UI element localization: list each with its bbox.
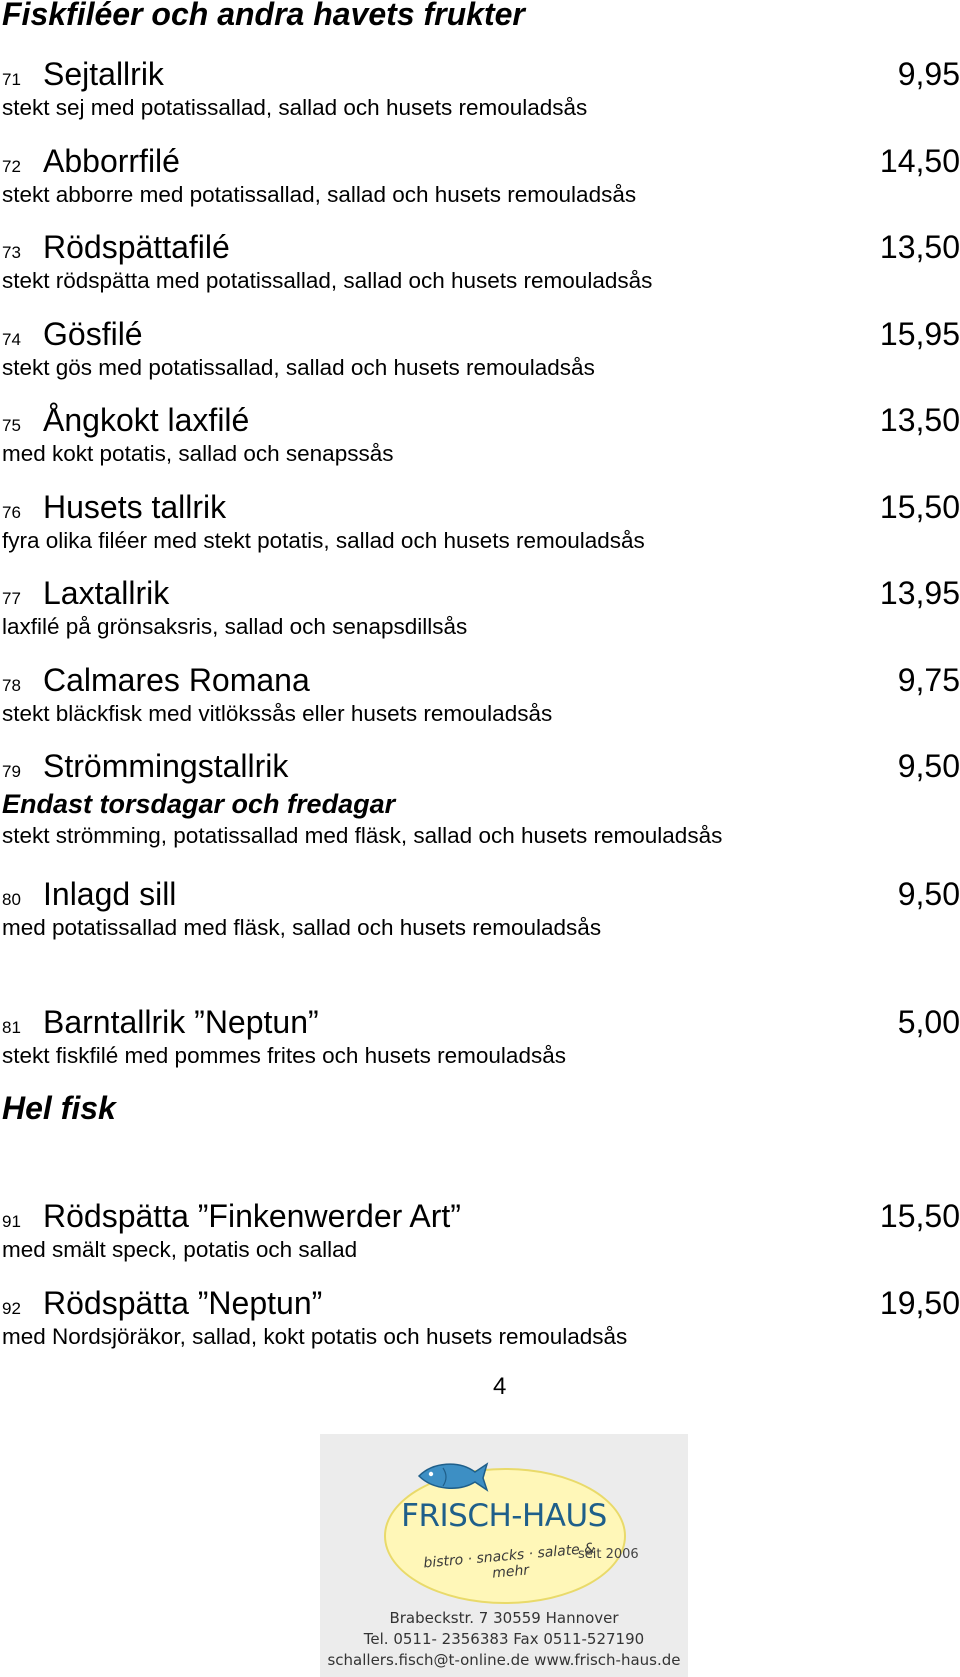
item-description: stekt sej med potatissallad, sallad och husets remouladsås [2,95,588,120]
menu-item [0,660,960,728]
item-number: 76 [2,503,21,522]
item-name: Strömmingstallrik [43,748,289,784]
item-price: 9,95 [897,56,960,92]
menu-item-header [0,660,960,700]
item-price: 19,50 [879,1285,960,1321]
menu-item-header [0,874,960,914]
item-number: 81 [2,1018,21,1037]
item-price: 9,50 [897,876,960,912]
item-name: Inlagd sill [43,876,177,912]
logo-card [320,1434,688,1677]
item-name: Sejtallrik [43,56,164,92]
menu-item-header [0,746,960,786]
menu-item [0,874,960,942]
menu-item [0,54,960,122]
item-description: stekt gös med potatissallad, sallad och husets remouladsås [2,355,595,380]
item-description: med kokt potatis, sallad och senapssås [2,441,394,466]
item-number: 91 [2,1212,21,1231]
menu-item [0,400,960,468]
item-name: Rödspätta ”Finkenwerder Art” [43,1198,461,1234]
item-description: stekt rödspätta med potatissallad, sallad och husets remouladsås [2,268,653,293]
item-name: Husets tallrik [43,489,227,525]
menu-item-header [0,400,960,440]
item-description: fyra olika filéer med stekt potatis, sallad och husets remouladsås [2,528,645,553]
item-description: med smält speck, potatis och sallad [2,1237,358,1262]
item-number: 78 [2,676,21,695]
logo-brand: FRISCH-HAUS [401,1498,607,1534]
item-price: 14,50 [879,143,960,179]
menu-item-header [0,227,960,267]
item-number: 92 [2,1299,21,1318]
item-number: 77 [2,589,21,608]
item-number: 71 [2,70,21,89]
menu-item-header [0,1196,960,1236]
item-name: Ångkokt laxfilé [43,402,250,438]
menu-item [0,746,960,850]
item-number: 80 [2,890,21,909]
item-price: 5,00 [897,1004,960,1040]
item-name: Barntallrik ”Neptun” [43,1004,319,1040]
item-price: 9,75 [897,662,960,698]
item-price: 15,50 [879,1198,960,1234]
menu-item [0,314,960,382]
item-number: 73 [2,243,21,262]
item-name: Abborrfilé [43,143,180,179]
item-price: 15,95 [879,316,960,352]
item-description: stekt fiskfilé med pommes frites och husets remouladsås [2,1043,566,1068]
logo-tagline: bistro · snacks · salate & mehr [422,1540,596,1582]
item-price: 13,95 [879,575,960,611]
menu-item-header [0,54,960,94]
item-price: 13,50 [879,402,960,438]
menu-item [0,141,960,209]
item-number: 75 [2,416,21,435]
page-number: 4 [493,1373,507,1400]
item-number: 72 [2,157,21,176]
item-number: 79 [2,762,21,781]
item-description: stekt strömming, potatissallad med fläsk, sallad och husets remouladsås [2,823,723,848]
menu-item-header [0,573,960,613]
menu-item-header [0,1002,960,1042]
item-price: 9,50 [897,748,960,784]
menu-item-header [0,314,960,354]
logo-since: seit 2006 [578,1547,639,1562]
section-title-whole-fish: Hel fisk [2,1090,116,1126]
menu-item-header [0,141,960,181]
item-description: med Nordsjöräkor, sallad, kokt potatis och husets remouladsås [2,1324,628,1349]
item-name: Rödspättafilé [43,229,230,265]
item-description: laxfilé på grönsaksris, sallad och senapsdillsås [2,614,468,639]
menu-item [0,1283,960,1351]
item-description: stekt abborre med potatissallad, sallad och husets remouladsås [2,182,637,207]
logo-address: Brabeckstr. 7 30559 Hannover [389,1609,619,1627]
menu-item [0,573,960,641]
fish-icon [415,1456,490,1494]
menu-item-header [0,487,960,527]
menu-item [0,487,960,555]
logo-contact: schallers.fisch@t-online.de www.frisch-haus.de [327,1651,681,1669]
item-price: 13,50 [879,229,960,265]
menu-item [0,1002,960,1070]
item-description: med potatissallad med fläsk, sallad och husets remouladsås [2,915,602,940]
item-description: stekt bläckfisk med vitlökssås eller husets remouladsås [2,701,553,726]
item-price: 15,50 [879,489,960,525]
item-availability-note: Endast torsdagar och fredagar [2,789,396,819]
item-name: Laxtallrik [43,575,170,611]
section-title-fillets: Fiskfiléer och andra havets frukter [2,0,525,32]
menu-item [0,1196,960,1264]
item-name: Rödspätta ”Neptun” [43,1285,323,1321]
item-name: Calmares Romana [43,662,310,698]
menu-item-header [0,1283,960,1323]
item-number: 74 [2,330,21,349]
item-name: Gösfilé [43,316,143,352]
menu-item [0,227,960,295]
logo-phone: Tel. 0511- 2356383 Fax 0511-527190 [363,1630,645,1648]
